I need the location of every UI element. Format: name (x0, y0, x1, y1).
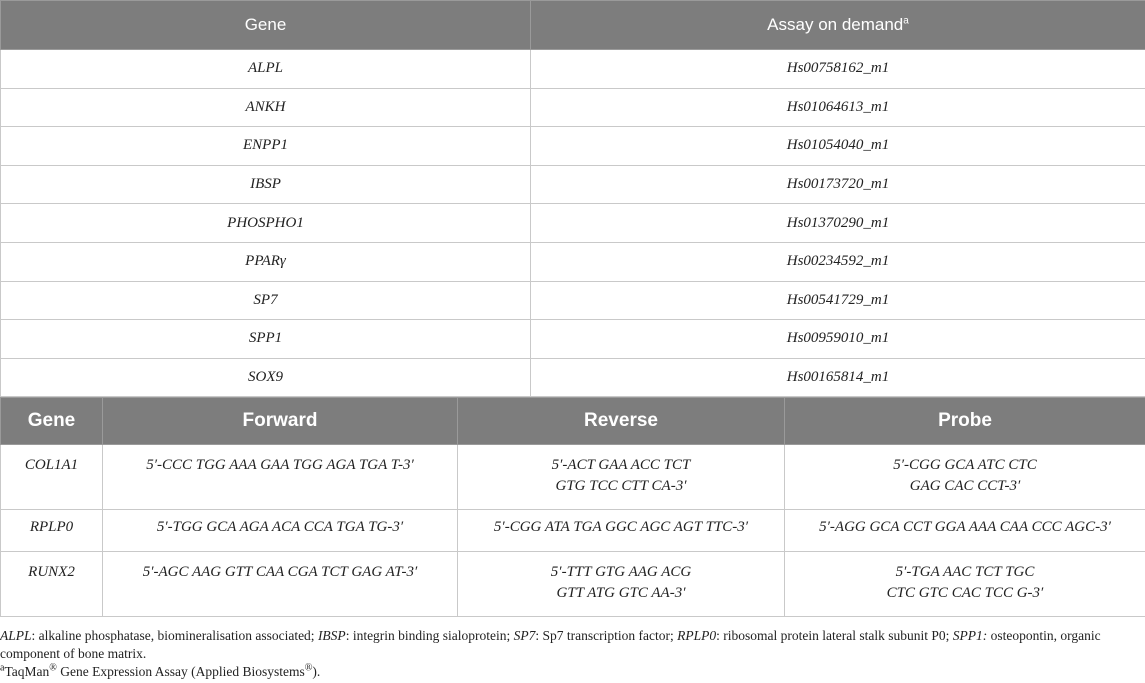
gene-cell: ENPP1 (1, 127, 531, 166)
gene-cell: PHOSPHO1 (1, 204, 531, 243)
reverse-sequence-cell (458, 445, 785, 510)
primer-table (0, 397, 1145, 617)
assay-id-cell: Hs00758162_m1 (531, 50, 1145, 89)
gene-cell: PPARγ (1, 242, 531, 281)
abbreviation-term: SPP1: (952, 628, 988, 643)
assay-id-cell: Hs00173720_m1 (531, 165, 1145, 204)
assay-id-cell: Hs00541729_m1 (531, 281, 1145, 320)
abbreviation-footnote (0, 627, 1145, 663)
reverse-header: Reverse (458, 398, 785, 445)
gene-cell: ALPL (1, 50, 531, 89)
primer-table-header (1, 398, 1145, 445)
table-row (1, 127, 1145, 166)
abbreviation-definition: : ribosomal protein lateral stalk subunit P0; (716, 628, 953, 643)
probe-sequence-cell (785, 552, 1145, 617)
table-row (1, 242, 1145, 281)
reverse-sequence-cell (458, 510, 785, 552)
sequence-line: GAG CAC CCT-3′ (909, 478, 1021, 495)
table-row (1, 445, 1145, 510)
gene-cell: ANKH (1, 88, 531, 127)
abbreviation-definition: osteopontin, organic component of bone matrix. (0, 628, 1101, 661)
probe-header: Probe (785, 398, 1145, 445)
abbreviation-term: ALPL (0, 628, 32, 643)
sequence-line: 5′-TTT GTG AAG ACG (550, 564, 692, 581)
table-row (1, 281, 1145, 320)
assay-id-cell: Hs01370290_m1 (531, 204, 1145, 243)
gene-cell: RPLP0 (1, 510, 103, 552)
forward-sequence-cell (103, 445, 458, 510)
gene-header: Gene (1, 398, 103, 445)
assay-id-cell: Hs01054040_m1 (531, 127, 1145, 166)
sequence-line: GTG TCC CTT CA-3′ (555, 478, 687, 495)
abbreviation-term: RPLP0 (677, 628, 717, 643)
assay-footnote: $^a$TaqMan® Gene Expression Assay (Applied Biosystems®). (0, 662, 321, 679)
forward-header: Forward (103, 398, 458, 445)
forward-sequence-cell (103, 552, 458, 617)
table-row (1, 88, 1145, 127)
sequence-line: 5′-AGC AAG GTT CAA CGA TCT GAG AT-3′ (142, 564, 418, 581)
assay-id-cell: Hs00959010_m1 (531, 320, 1145, 359)
abbreviation-term: IBSP (317, 628, 346, 643)
table-footnotes (0, 627, 1145, 681)
probe-sequence-cell (785, 510, 1145, 552)
gene-header: Gene (1, 1, 531, 50)
assay-table-header (1, 1, 1145, 50)
reverse-sequence-cell (458, 552, 785, 617)
sequence-line: 5′-ACT GAA ACC TCT (551, 457, 691, 474)
assay-id-cell: Hs00165814_m1 (531, 358, 1145, 397)
table-row (1, 510, 1145, 552)
abbreviation-definition: : integrin binding sialoprotein; (345, 628, 514, 643)
gene-cell: IBSP (1, 165, 531, 204)
gene-cell: RUNX2 (1, 552, 103, 617)
assay-header: Assay on demand$^a$ (531, 1, 1145, 50)
assay-id-cell: Hs00234592_m1 (531, 242, 1145, 281)
sequence-line: 5′-TGG GCA AGA ACA CCA TGA TG-3′ (156, 519, 404, 536)
table-row (1, 165, 1145, 204)
gene-cell: SPP1 (1, 320, 531, 359)
table-row (1, 204, 1145, 243)
gene-cell: COL1A1 (1, 445, 103, 510)
sequence-line: 5′-CCC TGG AAA GAA TGG AGA TGA T-3′ (146, 457, 414, 474)
sequence-line: CTC GTC CAC TCC G-3′ (886, 585, 1044, 602)
forward-sequence-cell (103, 510, 458, 552)
table-row (1, 320, 1145, 359)
table-row (1, 358, 1145, 397)
sequence-line: 5′-CGG ATA TGA GGC AGC AGT TTC-3′ (493, 519, 749, 536)
assay-id-cell: Hs01064613_m1 (531, 88, 1145, 127)
abbreviation-definition: : Sp7 transcription factor; (535, 628, 678, 643)
abbreviation-definition: : alkaline phosphatase, biomineralisation associated; (31, 628, 318, 643)
sequence-line: 5′-TGA AAC TCT TGC (895, 564, 1035, 581)
table-row (1, 552, 1145, 617)
sequence-line: 5′-AGG GCA CCT GGA AAA CAA CCC AGC-3′ (819, 519, 1111, 536)
sequence-line: 5′-CGG GCA ATC CTC (893, 457, 1037, 474)
gene-cell: SOX9 (1, 358, 531, 397)
sequence-line: GTT ATG GTC AA-3′ (556, 585, 686, 602)
abbreviation-term: SP7 (513, 628, 536, 643)
probe-sequence-cell (785, 445, 1145, 510)
gene-cell: SP7 (1, 281, 531, 320)
table-row (1, 50, 1145, 89)
